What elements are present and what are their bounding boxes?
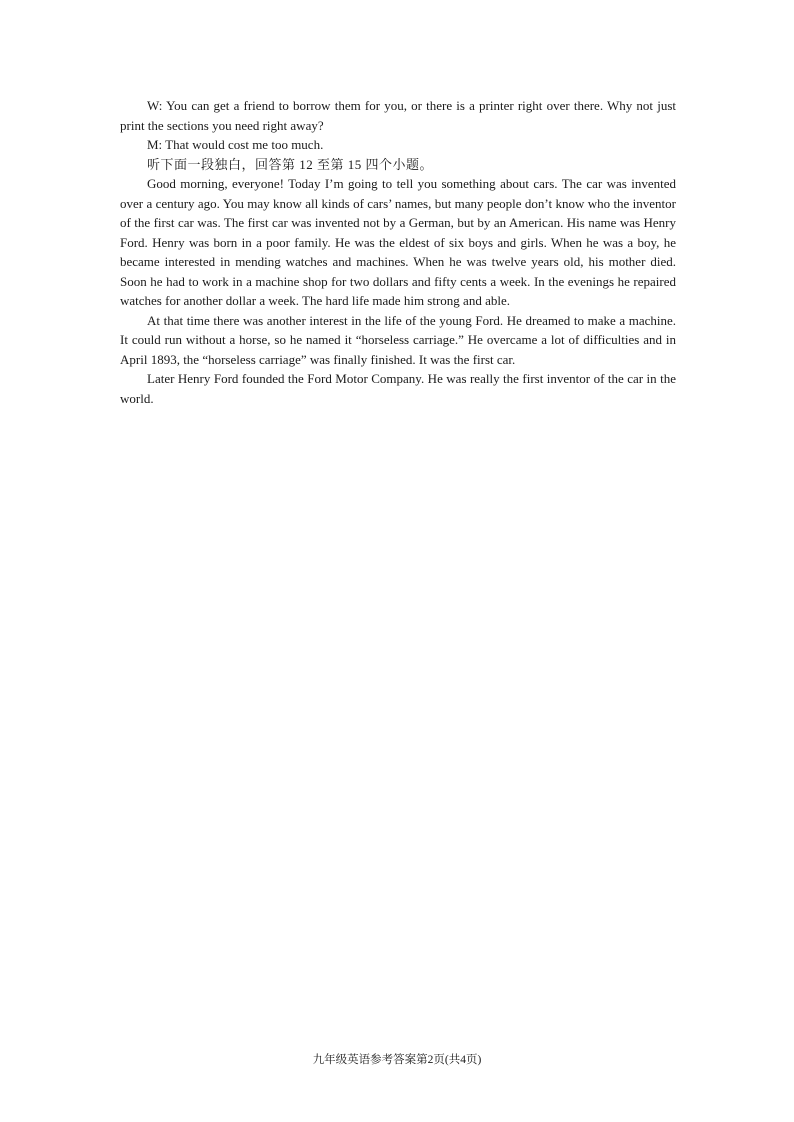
document-body bbox=[120, 96, 676, 408]
dialogue-line-man: M: That would cost me too much. bbox=[147, 137, 324, 152]
dialogue-line-woman: W: You can get a friend to borrow them for you, or there is a printer right over there. Why not just print the sections you need right away? bbox=[120, 98, 676, 133]
monologue-instruction: 听下面一段独白，回答第 12 至第 15 四个小题。 bbox=[147, 156, 434, 172]
monologue-paragraph-conclusion: Later Henry Ford founded the Ford Motor Company. He was really the first inventor of the car in the world. bbox=[120, 371, 676, 406]
monologue-paragraph-intro: Good morning, everyone! Today I’m going to tell you something about cars. The car was invented over a century ago. You may know all kinds of cars’ names, but many people don’t know who the inventor of the first car was. The first car was invented not by a German, but by an American. His name was Henry Ford. Henry was born in a poor family. He was the eldest of six boys and girls. When he was a boy, he became interested in mending watches and machines. When he was twelve years old, his mother died. Soon he had to work in a machine shop for two dollars and fifty cents a week. In the evenings he repaired watches for another dollar a week. The hard life made him strong and able. bbox=[120, 176, 676, 308]
page-footer: 九年级英语参考答案第2页(共4页) bbox=[312, 1054, 482, 1066]
monologue-paragraph-carriage: At that time there was another interest in the life of the young Ford. He dreamed to make a machine. It could run without a horse, so he named it “horseless carriage.” He overcame a lot of difficulties and in April 1893, the “horseless carriage” was finally finished. It was the first car. bbox=[120, 312, 676, 367]
